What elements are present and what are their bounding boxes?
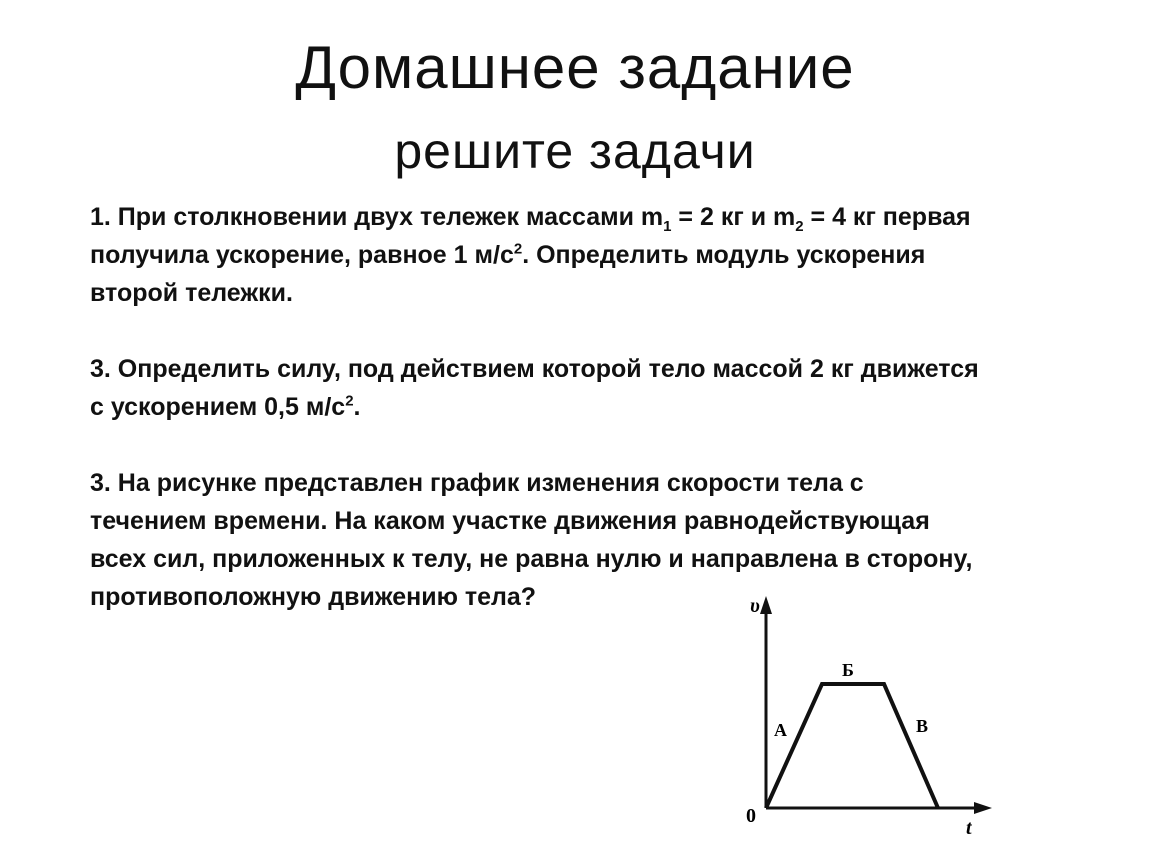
task-1-line-2 xyxy=(90,236,1100,274)
task-1-m2-subscript: 2 xyxy=(795,218,804,235)
x-axis-arrow-icon xyxy=(974,802,992,814)
segment-c-label: В xyxy=(916,716,929,736)
segment-a-label: А xyxy=(774,720,787,740)
task-1-text-a: 1. При столкновении двух тележек массами m xyxy=(90,203,664,231)
task-spacer xyxy=(90,312,1100,350)
task-2-line-2 xyxy=(90,388,1100,426)
slide-title: Домашнее задание xyxy=(295,34,855,101)
task-2 xyxy=(90,350,1100,426)
origin-label: 0 xyxy=(746,805,756,827)
y-axis-label: υ xyxy=(750,595,760,617)
task-1-square-superscript: 2 xyxy=(513,240,523,258)
velocity-curve xyxy=(766,684,938,808)
velocity-time-graph xyxy=(738,590,998,840)
task-1-text-c: = 4 кг первая xyxy=(803,203,971,231)
task-1-m1-subscript: 1 xyxy=(663,218,672,235)
slide-subtitle: решите задачи xyxy=(394,123,756,179)
task-1-line-1 xyxy=(90,198,1100,236)
task-1 xyxy=(90,198,1100,312)
task-2-text-a: с ускорением 0,5 м/с xyxy=(90,393,346,421)
task-spacer xyxy=(90,426,1100,464)
task-list xyxy=(90,198,1100,616)
task-3-line-2: течением времени. На каком участке движения равнодействующая xyxy=(90,507,930,535)
task-1-line-3: второй тележки. xyxy=(90,279,293,307)
task-2-line-1: 3. Определить силу, под действием которой тело массой 2 кг движется xyxy=(90,355,979,383)
task-3-line-1: 3. На рисунке представлен график изменения скорости тела с xyxy=(90,469,864,497)
segment-b-label: Б xyxy=(842,660,854,680)
task-3-line-4: противоположную движению тела? xyxy=(90,583,537,611)
y-axis-arrow-icon xyxy=(760,596,772,614)
task-2-square-superscript: 2 xyxy=(345,392,354,410)
task-1-text-b: = 2 кг и m xyxy=(671,203,796,231)
task-1-text-d: получила ускорение, равное 1 м/с xyxy=(90,241,514,269)
task-3-line-3: всех сил, приложенных к телу, не равна нулю и направлена в сторону, xyxy=(90,545,973,573)
task-2-text-b: . xyxy=(353,393,361,421)
task-1-text-e: . Определить модуль ускорения xyxy=(522,241,926,269)
x-axis-label: t xyxy=(966,817,972,839)
